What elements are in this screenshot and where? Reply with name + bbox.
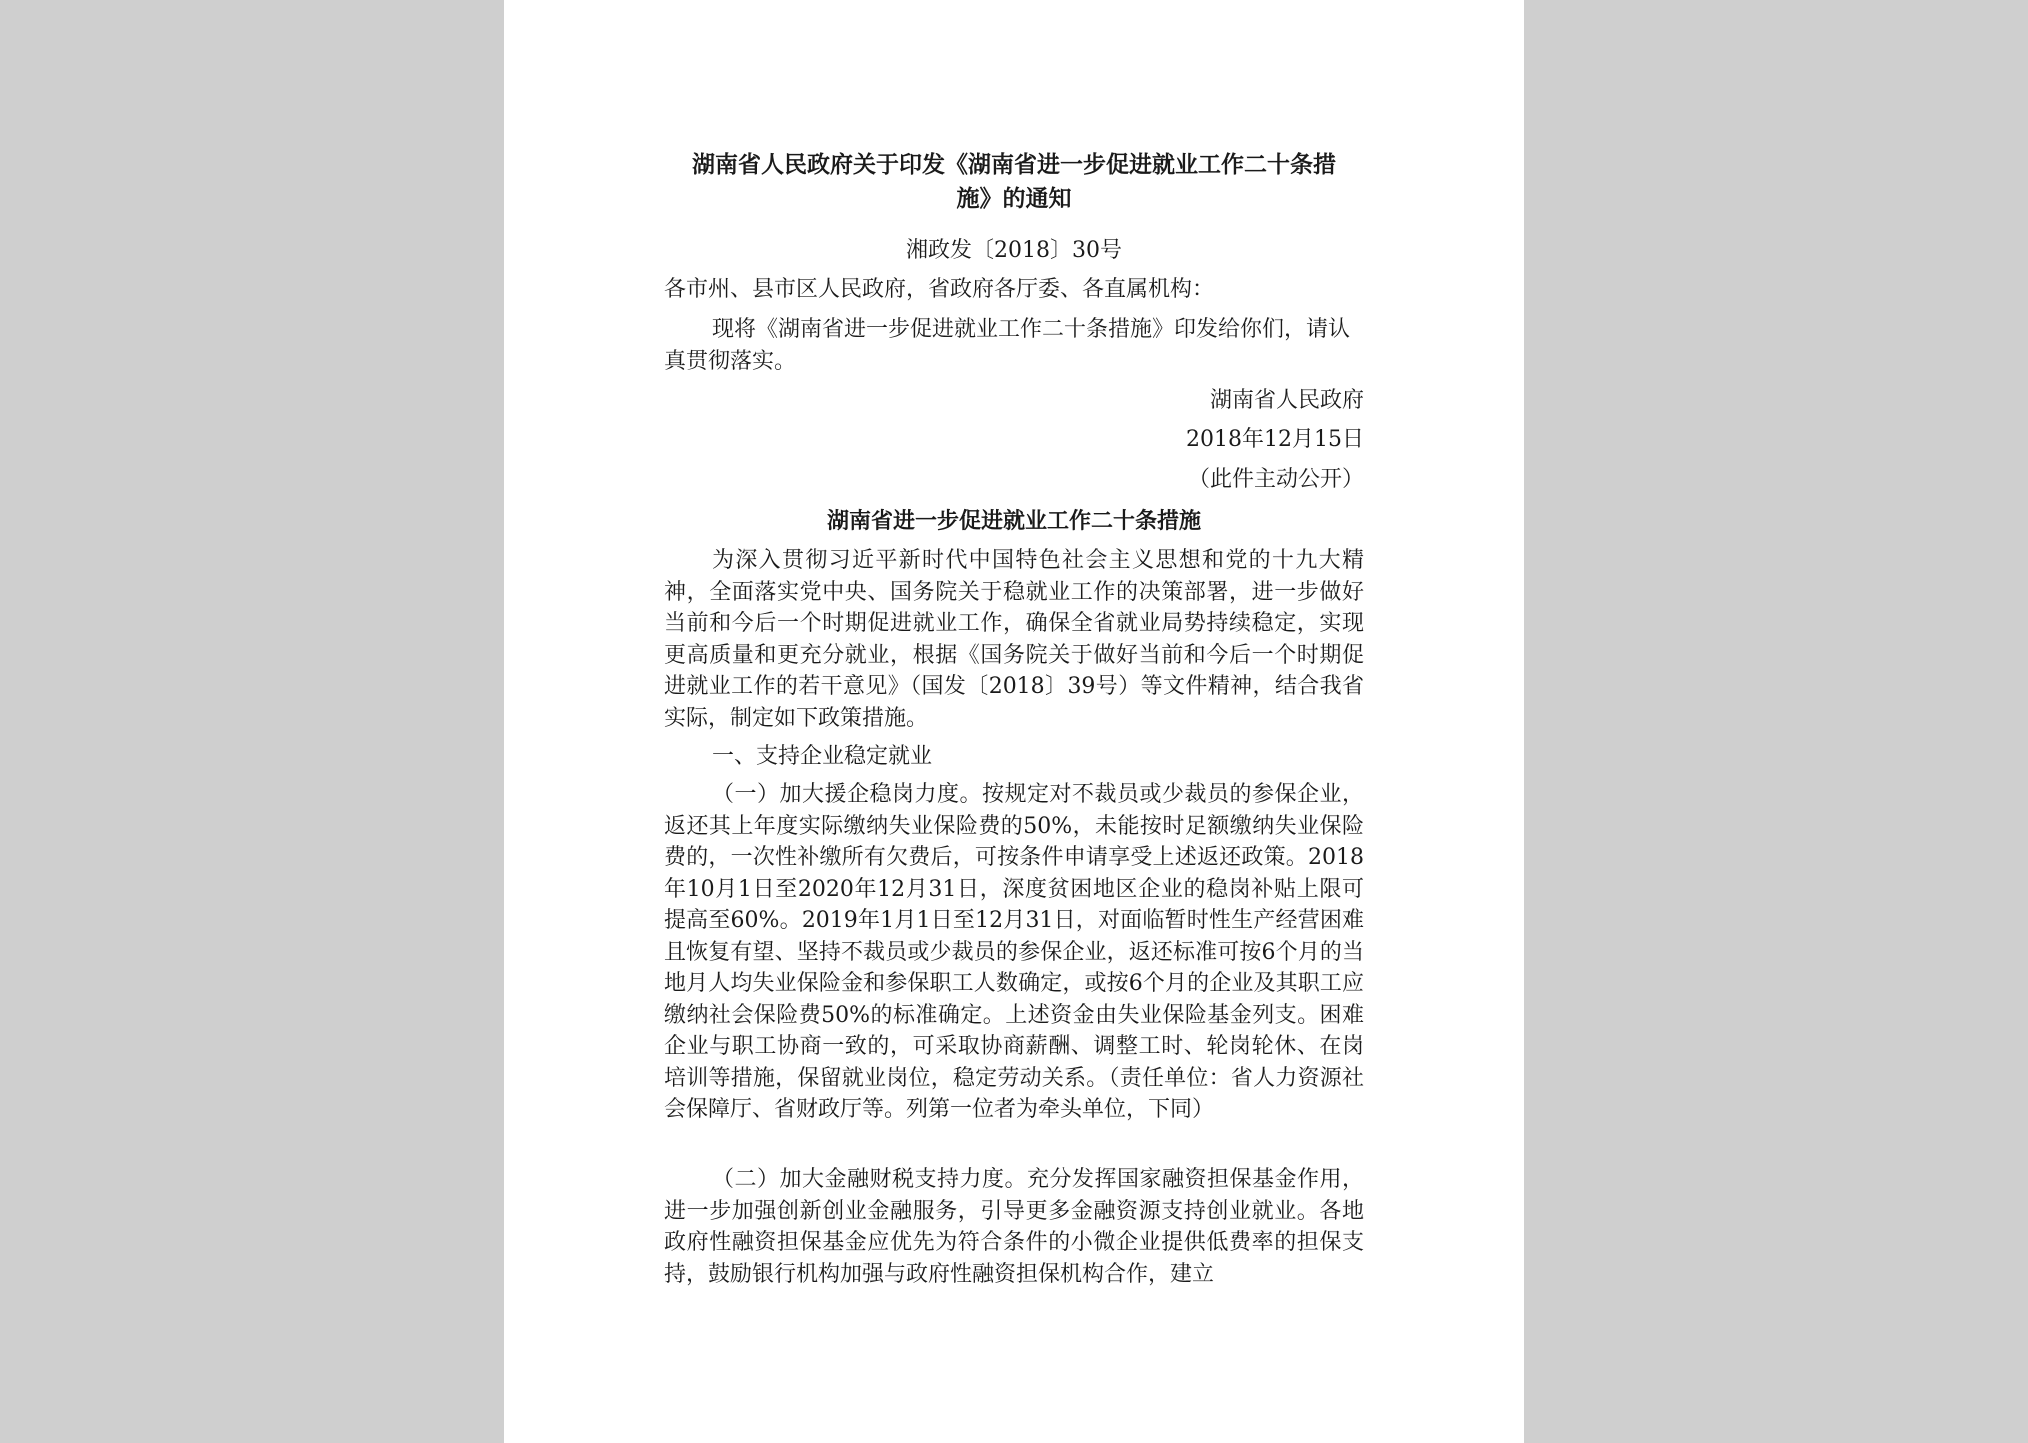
signature-org: 湖南省人民政府 (1209, 388, 1364, 413)
document-subtitle: 湖南省进一步促进就业工作二十条措施 (826, 508, 1201, 534)
document-title-line2: 施》的通知 (956, 185, 1072, 212)
disclosure-note: （此件主动公开） (1187, 467, 1364, 492)
document-number: 湘政发〔2018〕30号 (906, 238, 1122, 263)
intro-paragraph: 现将《湖南省进一步促进就业工作二十条措施》印发给你们，请认真贯彻落实。 (664, 317, 1351, 374)
document-title (664, 148, 1364, 216)
document-page (504, 0, 1524, 1443)
item-paragraph-1: （一）加大援企稳岗力度。按规定对不裁员或少裁员的参保企业，返还其上年度实际缴纳失业保险费的50%，未能按时足额缴纳失业保险费的，一次性补缴所有欠费后，可按条件申请享受上述返还政策。2018年10月1日至2020年12月31日，深度贫困地区企业的稳岗补贴上限可提高至60%。2019年1月1日至12月31日，对面临暂时性生产经营困难且恢复有望、坚持不裁员或少裁员的参保企业，返还标准可按6个月的当地月人均失业保险金和参保职工人数确定，或按6个月的企业及其职工应缴纳社会保险费50%的标准确定。上述资金由失业保险基金列支。困难企业与职工协商一致的，可采取协商薪酬、调整工时、轮岗轮休、在岗培训等措施，保留就业岗位，稳定劳动关系。（责任单位：省人力资源社会保障厅、省财政厅等。列第一位者为牵头单位，下同） (664, 782, 1364, 1122)
addressee: 各市州、县市区人民政府，省政府各厅委、各直属机构： (664, 277, 1215, 302)
signature-date: 2018年12月15日 (1186, 427, 1364, 452)
item-paragraph-2: （二）加大金融财税支持力度。充分发挥国家融资担保基金作用，进一步加强创新创业金融服务，引导更多金融资源支持创业就业。各地政府性融资担保基金应优先为符合条件的小微企业提供低费率的担保支持，鼓励银行机构加强与政府性融资担保机构合作，建立 (664, 1167, 1364, 1287)
document-title-line1: 湖南省人民政府关于印发《湖南省进一步促进就业工作二十条措 (692, 151, 1336, 178)
preamble-paragraph: 为深入贯彻习近平新时代中国特色社会主义思想和党的十九大精神，全面落实党中央、国务院关于稳就业工作的决策部署，进一步做好当前和今后一个时期促进就业工作，确保全省就业局势持续稳定，实现更高质量和更充分就业，根据《国务院关于做好当前和今后一个时期促进就业工作的若干意见》（国发〔2018〕39号）等文件精神，结合我省实际，制定如下政策措施。 (664, 548, 1364, 731)
section-heading: 一、支持企业稳定就业 (712, 744, 933, 769)
